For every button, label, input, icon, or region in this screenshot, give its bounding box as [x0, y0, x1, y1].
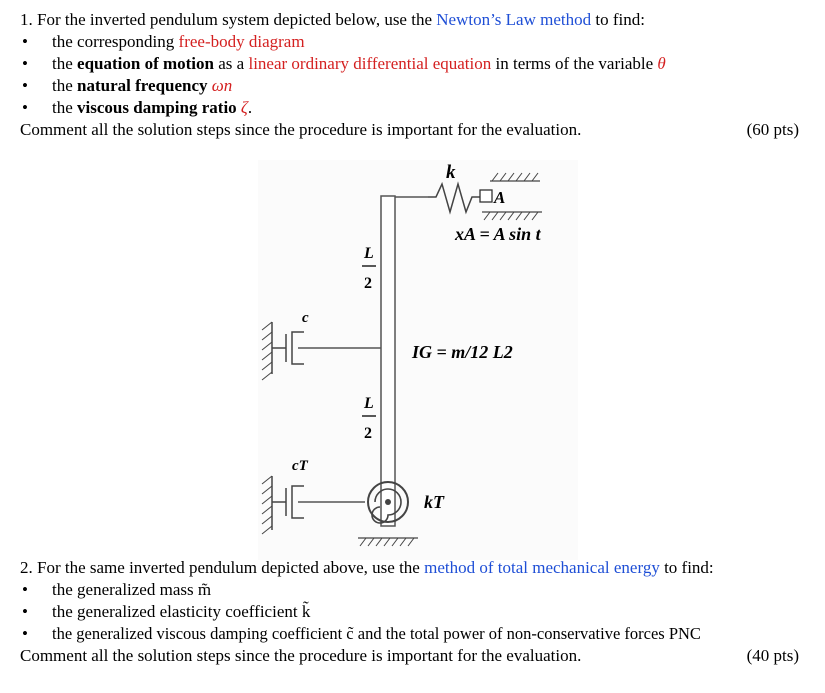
bullet-icon: •	[22, 54, 28, 73]
q1-bullet-2: the equation of motion as a linear ordinary differential equation in terms of the variable θ	[52, 54, 666, 73]
label-two-upper: 2	[364, 275, 372, 292]
q2-bullet-2: the generalized elasticity coefficient k̃	[52, 602, 311, 621]
q1-bullet-1: the corresponding free-body diagram	[52, 32, 305, 51]
q1-points: (60 pts)	[746, 120, 799, 139]
label-L-upper: L	[364, 245, 374, 262]
label-IG: IG = m/12 L2	[412, 342, 513, 362]
bullet-icon: •	[22, 76, 28, 95]
label-kT: kT	[424, 492, 444, 512]
q2-points: (40 pts)	[746, 646, 799, 665]
method-link: Newton’s Law method	[436, 10, 592, 29]
label-L-lower: L	[364, 395, 374, 412]
pendulum-rod	[381, 196, 395, 526]
bullet-icon: •	[22, 32, 28, 51]
label-cT: cT	[292, 458, 308, 474]
q1-bullet-3: the natural frequency ωn	[52, 76, 233, 95]
label-xA: xA = A sin t	[455, 224, 541, 244]
q2-bullet-1: the generalized mass m̃	[52, 580, 212, 599]
method-link-2: method of total mechanical energy	[424, 558, 660, 577]
q2-bullet-3: the generalized viscous damping coefficient c̃ and the total power of non-conservative forces PNC	[52, 624, 701, 643]
q2-intro: 2. For the same inverted pendulum depicted above, use the method of total mechanical energy to find:	[20, 558, 714, 577]
label-k: k	[446, 162, 456, 183]
q2-comment: Comment all the solution steps since the procedure is important for the evaluation.	[20, 646, 582, 665]
bullet-icon: •	[22, 602, 28, 621]
bullet-icon: •	[22, 98, 28, 117]
label-two-lower: 2	[364, 425, 372, 442]
q1-comment: Comment all the solution steps since the procedure is important for the evaluation.	[20, 120, 582, 139]
label-A: A	[494, 188, 506, 207]
q1-intro: 1. For the inverted pendulum system depicted below, use the Newton’s Law method to find:	[20, 10, 645, 29]
label-c: c	[302, 310, 309, 326]
bullet-icon: •	[22, 624, 28, 643]
bullet-icon: •	[22, 580, 28, 599]
q1-bullet-4: the viscous damping ratio ζ.	[52, 98, 253, 117]
slider-A	[480, 190, 492, 202]
